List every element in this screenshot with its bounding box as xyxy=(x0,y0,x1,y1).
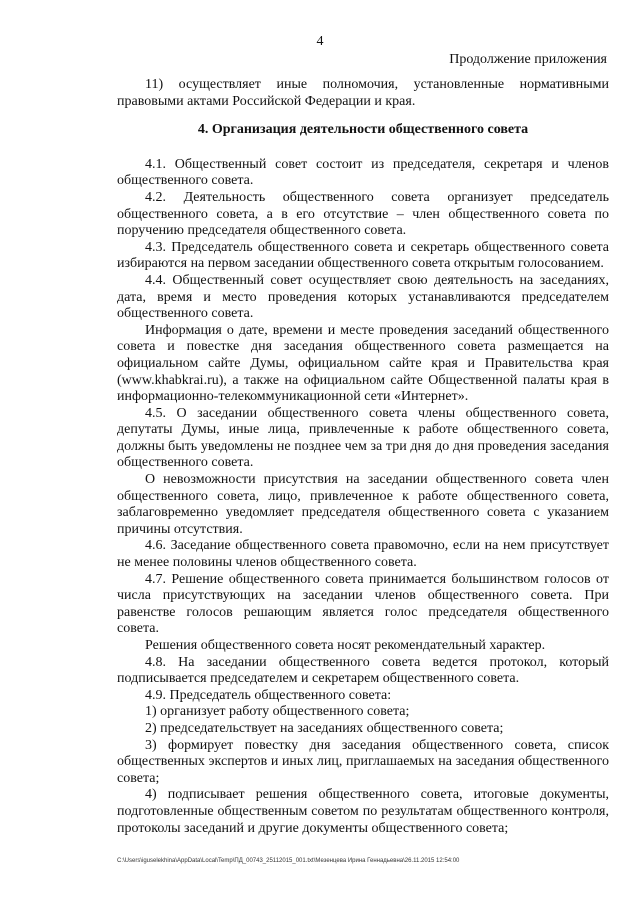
file-path-footer: C:\Users\iguselekhina\AppData\Local\Temp\ПД_00743_25112015_001.txt\Мезенцева Ирина Геннадьевна\26.11.2015 12:54:00 xyxy=(117,858,460,864)
page-number: 4 xyxy=(316,34,324,49)
paragraph-4-1: 4.1. Общественный совет состоит из председателя, секретаря и членов общественного совета. xyxy=(117,156,609,189)
paragraph-11: 11) осуществляет иные полномочия, установленные нормативными правовыми актами Российской Федерации и края. xyxy=(117,77,609,109)
running-head: Продолжение приложения xyxy=(449,52,607,67)
list-item-4-9-2: 2) председательствует на заседаниях общественного совета; xyxy=(145,720,504,736)
paragraph-info: Информация о дате, времени и месте проведения заседаний общественного совета и повестке дня заседания общественного совета размещается на официальном сайте Думы, официальном сайте края и Правительства края (www.khabkrai.ru), а также на официальном сайте Общественной палаты края в информационно-телекоммуникационной сети «Интернет». xyxy=(117,322,609,405)
paragraph-4-5: 4.5. О заседании общественного совета члены общественного совета, депутаты Думы, иные лица, привлеченные к работе общественного совета, должны быть уведомлены не позднее чем за три дня до дня проведения заседания общественного совета. xyxy=(117,405,609,471)
list-item-4-9-4: 4) подписывает решения общественного совета, итоговые документы, подготовленные общественным советом по результатам общественного контроля, протоколы заседаний и другие документы общественного совета; xyxy=(117,787,609,836)
list-item-4-9-1: 1) организует работу общественного совета; xyxy=(145,704,410,720)
paragraph-4-7: 4.7. Решение общественного совета принимается большинством голосов от числа присутствующих на заседании членов общественного совета. При равенстве голосов решающим является голос председателя общественного совета. xyxy=(117,571,609,637)
paragraph-4-4: 4.4. Общественный совет осуществляет свою деятельность на заседаниях, дата, время и место проведения которых устанавливаются председателем общественного совета. xyxy=(117,272,609,322)
paragraph-4-9: 4.9. Председатель общественного совета: xyxy=(145,687,392,703)
paragraph-4-8: 4.8. На заседании общественного совета ведется протокол, который подписывается председателем и секретарем общественного совета. xyxy=(117,654,609,687)
paragraph-4-2: 4.2. Деятельность общественного совета организует председатель общественного совета, а в его отсутствие – член общественного совета по поручению председателя общественного совета. xyxy=(117,189,609,239)
paragraph-4-3: 4.3. Председатель общественного совета и секретарь общественного совета избираются на первом заседании общественного совета открытым голосованием. xyxy=(117,239,609,272)
list-item-4-9-3: 3) формирует повестку дня заседания общественного совета, список общественных экспертов и иных лиц, приглашаемых на заседания общественного совета; xyxy=(117,737,609,786)
document-body xyxy=(117,77,609,837)
paragraph-decisions: Решения общественного совета носят рекомендательный характер. xyxy=(145,638,546,653)
paragraph-4-6: 4.6. Заседание общественного совета правомочно, если на нем присутствует не менее половины членов общественного совета. xyxy=(117,538,609,571)
section-title: 4. Организация деятельности общественного совета xyxy=(197,122,529,138)
paragraph-absence: О невозможности присутствия на заседании общественного совета член общественного совета, лицо, привлеченное к работе общественного совета, заблаговременно уведомляет председателя общественного совета с указанием причины отсутствия. xyxy=(117,472,609,537)
